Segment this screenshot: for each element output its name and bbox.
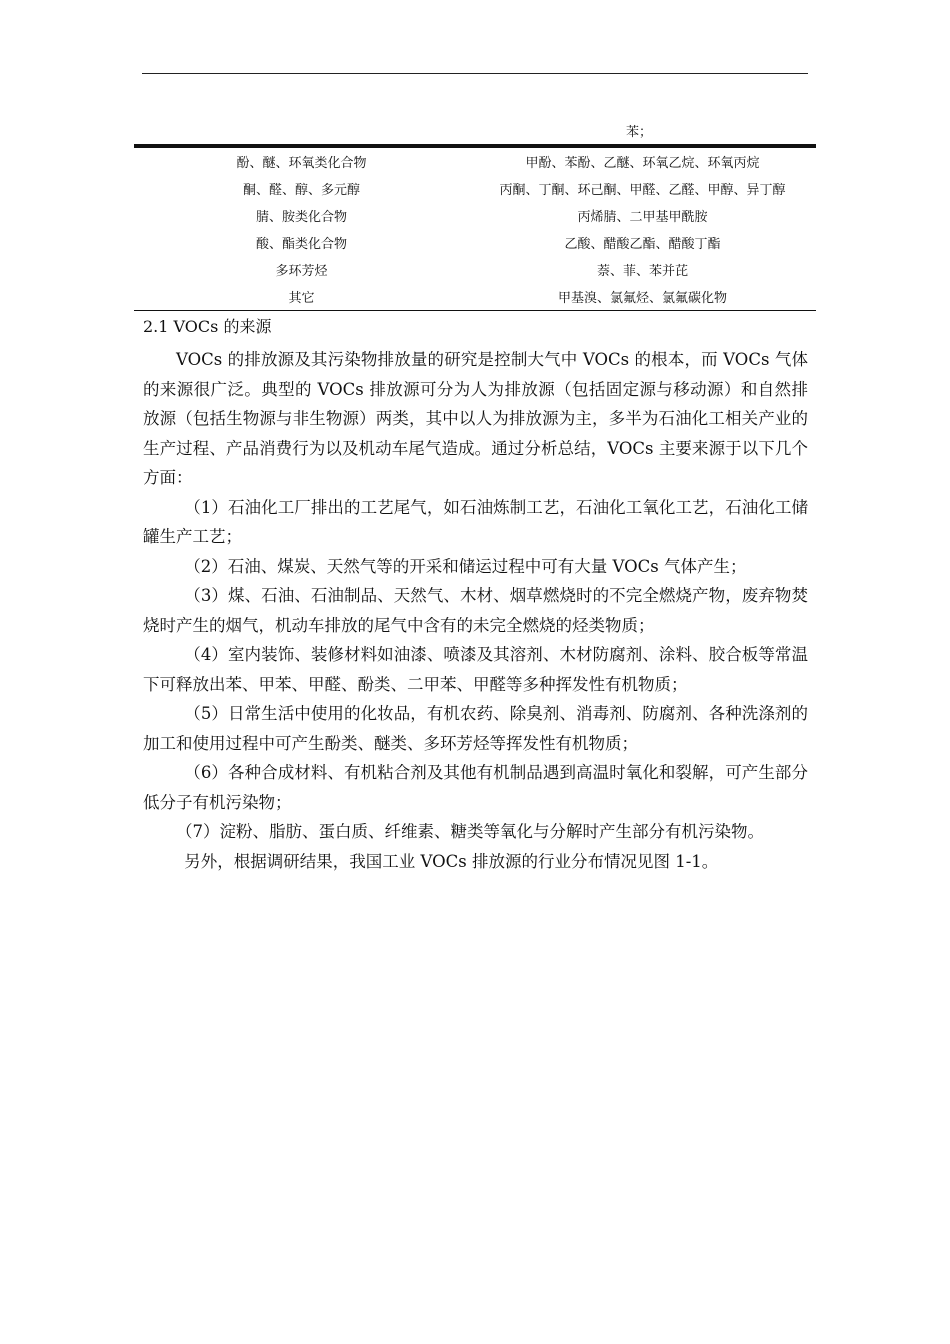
- table-cell-examples: 甲基溴、氯氟烃、氯氟碳化物: [557, 291, 727, 306]
- intro-paragraph: VOCs 的排放源及其污染物排放量的研究是控制大气中 VOCs 的根本，而 VOCs 气体的来源很广泛。典型的 VOCs 排放源可分为人为排放源（包括固定源与移动源）和自然排放源（包括生物源与非生物源）两类，其中以人为排放源为主，多半为石油化工相关产业的生产过程、产品消费行为以及机动车尾气造成。通过分析总结，VOCs 主要来源于以下几个方面：: [143, 350, 808, 487]
- table-cell-category: 酸、酯类化合物: [255, 237, 347, 252]
- list-item: （4）室内装饰、装修材料如油漆、喷漆及其溶剂、木材防腐剂、涂料、胶合板等常温下可释放出苯、甲苯、甲醛、酚类、二甲苯、甲醛等多种挥发性有机物质；: [143, 645, 808, 694]
- table-cell-examples: 丙酮、丁酮、环己酮、甲醛、乙醛、甲醇、异丁醇: [499, 183, 786, 198]
- table-row: [134, 229, 816, 256]
- table-row: [134, 256, 816, 283]
- list-item: （3）煤、石油、石油制品、天然气、木材、烟草燃烧时的不完全燃烧产物，废弃物焚烧时产生的烟气，机动车排放的尾气中含有的未完全燃烧的烃类物质；: [143, 586, 808, 635]
- table-row: [134, 175, 816, 202]
- section-heading: 2.1 VOCs 的来源: [143, 317, 272, 336]
- table-continued-cell: 苯；: [626, 125, 653, 140]
- table-cell-category: 多环芳烃: [275, 264, 328, 279]
- list-item: （1）石油化工厂排出的工艺尾气，如石油炼制工艺，石油化工氧化工艺，石油化工储罐生产工艺；: [143, 497, 808, 546]
- table-cell-examples: 萘、菲、苯并芘: [596, 264, 688, 279]
- voc-category-table: [134, 148, 816, 310]
- table-bottom-rule: [134, 310, 816, 311]
- table-cell-examples: 乙酸、醋酸乙酯、醋酸丁酯: [564, 237, 721, 252]
- table-row: [134, 202, 816, 229]
- list-item: （6）各种合成材料、有机粘合剂及其他有机制品遇到高温时氧化和裂解，可产生部分低分子有机污染物；: [143, 763, 808, 812]
- table-cell-examples: 甲酚、苯酚、乙醚、环氧乙烷、环氧丙烷: [525, 156, 760, 171]
- table-cell-category: 其它: [288, 291, 315, 306]
- section-body: [143, 345, 808, 876]
- closing-paragraph: 另外，根据调研结果，我国工业 VOCs 排放源的行业分布情况见图 1-1。: [184, 851, 719, 871]
- table-cell-examples: 丙烯腈、二甲基甲酰胺: [577, 210, 708, 225]
- table-row: [134, 148, 816, 175]
- list-item: （5）日常生活中使用的化妆品，有机农药、除臭剂、消毒剂、防腐剂、各种洗涤剂的加工和使用过程中可产生酚类、醚类、多环芳烃等挥发性有机物质；: [143, 704, 808, 753]
- table-cell-category: 酮、醛、醇、多元醇: [242, 183, 360, 198]
- list-item: （2）石油、煤炭、天然气等的开采和储运过程中可有大量 VOCs 气体产生；: [184, 556, 747, 576]
- table-cell-category: 酚、醚、环氧类化合物: [236, 156, 367, 171]
- page-header-rule: [142, 73, 808, 74]
- table-cell-category: 腈、胺类化合物: [255, 210, 347, 225]
- list-item: （7）淀粉、脂肪、蛋白质、纤维素、糖类等氧化与分解时产生部分有机污染物。: [176, 822, 764, 841]
- table-row: [134, 283, 816, 310]
